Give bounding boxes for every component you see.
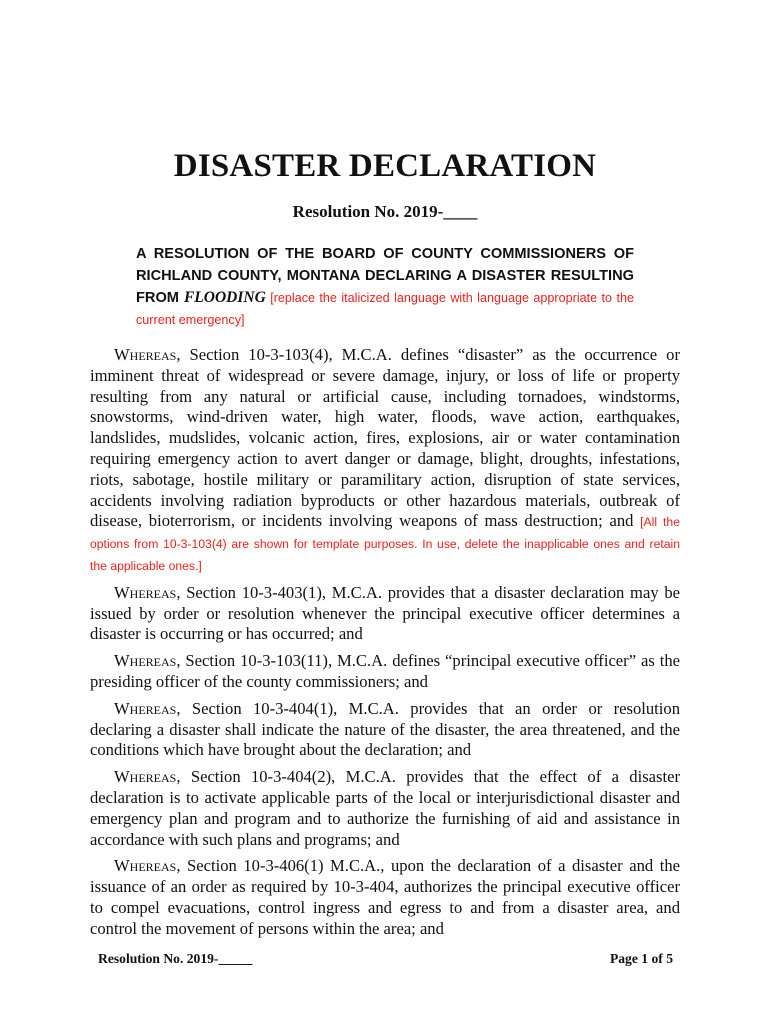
resolution-number: Resolution No. 2019-____ — [292, 202, 478, 221]
emergency-type: FLOODING — [183, 289, 266, 306]
document-title: DISASTER DECLARATION — [173, 148, 597, 184]
footer-resolution-number: Resolution No. 2019-_____ — [98, 951, 253, 966]
paragraph-text: , Section 10-3-103(11), M.C.A. defines “principal executive officer” as the presiding officer of the county commissioners; and — [90, 651, 680, 691]
whereas-paragraph — [90, 767, 680, 850]
resolution-heading-text: A RESOLUTION OF THE BOARD OF COUNTY COMMISSIONERS OF RICHLAND COUNTY, MONTANA DECLARING A DISASTER RESULTING FROM — [136, 246, 634, 306]
whereas-paragraph — [90, 345, 680, 577]
whereas-label: Whereas — [114, 856, 177, 876]
paragraph-text: , Section 10-3-103(4), M.C.A. defines “disaster” as the occurrence or imminent threat of widespread or severe damage, injury, or loss of life or property resulting from any natural or artificial cause, including tornadoes, windstorms, snowstorms, wind-driven water, high water, floods, wave action, earthquakes, landslides, mudslides, volcanic action, fires, explosions, air or water contamination requiring emergency action to avert danger or damage, blight, droughts, infestations, riots, sabotage, hostile military or paramilitary action, disruption of state services, accidents involving radiation byproducts or other hazardous materials, outbreak of disease, bioterrorism, or incidents involving weapons of mass destruction; and — [90, 345, 680, 531]
paragraph-text: , Section 10-3-406(1) M.C.A., upon the declaration of a disaster and the issuance of an order as required by 10-3-404, authorizes the principal executive officer to compel evacuations, control ingress and egress to and from a disaster area, and control the movement of persons within the area; and — [90, 856, 680, 938]
page-number: Page 1 of 5 — [609, 951, 673, 966]
editor-note-heading: [replace the italicized language with language appropriate to the current emergency] — [136, 291, 634, 327]
whereas-paragraph — [90, 583, 680, 645]
resolution-heading — [136, 244, 634, 331]
document-body — [90, 345, 680, 946]
whereas-paragraph — [90, 856, 680, 939]
whereas-label: Whereas — [114, 582, 177, 602]
whereas-label: Whereas — [114, 651, 177, 671]
whereas-label: Whereas — [114, 698, 177, 718]
whereas-label: Whereas — [114, 767, 177, 787]
whereas-paragraph — [90, 651, 680, 693]
whereas-paragraph — [90, 699, 680, 761]
paragraph-text: , Section 10-3-403(1), M.C.A. provides that a disaster declaration may be issued by order or resolution whenever the principal executive officer determines a disaster is occurring or has occurred; and — [90, 582, 680, 644]
whereas-label: Whereas — [114, 345, 177, 364]
paragraph-text: , Section 10-3-404(2), M.C.A. provides that the effect of a disaster declaration is to activate applicable parts of the local or interjurisdictional disaster and emergency plan and program and to authorize the furnishing of aid and assistance in accordance with such plans and programs; and — [90, 767, 680, 849]
editor-note-options: [All the options from 10-3-103(4) are shown for template purposes. In use, delete the inapplicable ones and retain the applicable ones.] — [90, 515, 680, 573]
paragraph-text: , Section 10-3-404(1), M.C.A. provides that an order or resolution declaring a disaster shall indicate the nature of the disaster, the area threatened, and the conditions which have brought about the declaration; and — [90, 698, 680, 760]
page-footer — [98, 951, 673, 967]
